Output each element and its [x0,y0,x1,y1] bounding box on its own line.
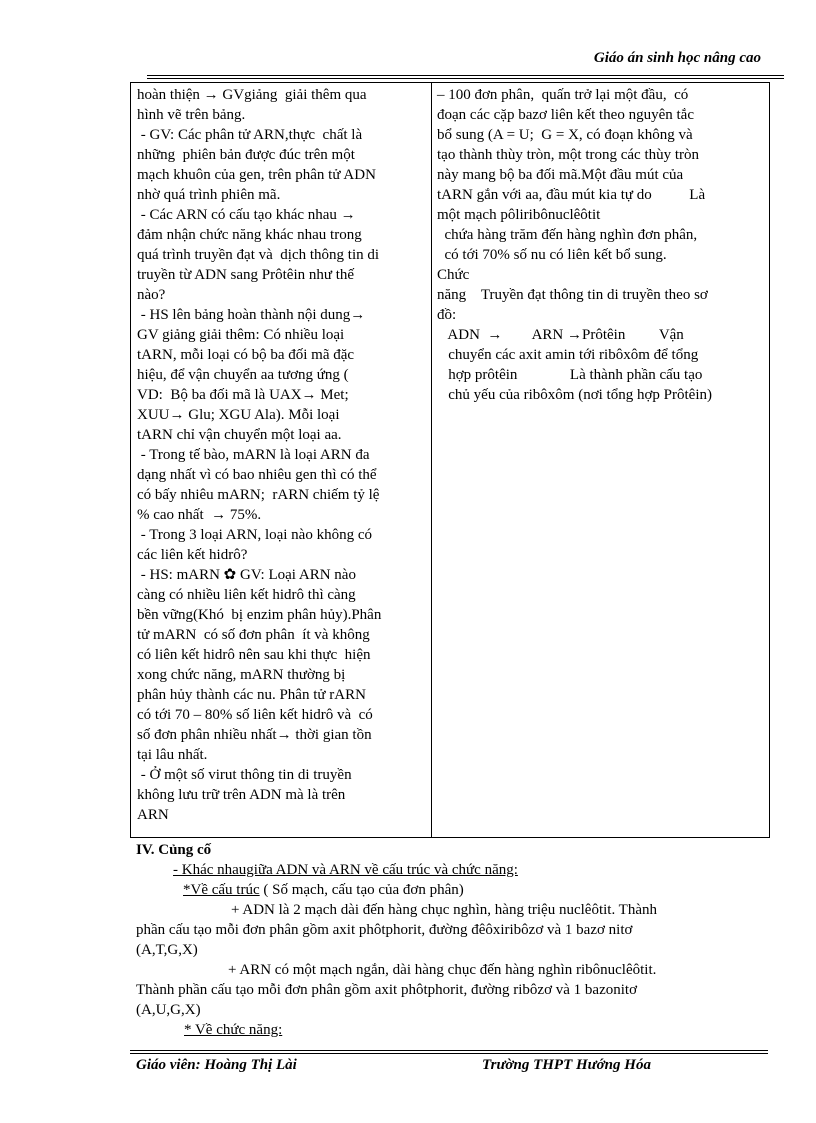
left-column-line: nhờ quá trình phiên mã. [137,187,281,203]
right-column-line: đoạn các cặp bazơ liên kết theo nguyên tắc [437,107,694,123]
left-column-line: ARN [137,807,169,823]
left-column-line: XUU→ Glu; XGU Ala). Mỗi loại [137,407,340,423]
right-column-line: chứa hàng trăm đến hàng nghìn đơn phân, [437,227,698,243]
right-column-line: bổ sung (A = U; G = X, có đoạn không và [437,127,693,143]
left-column-line: - HS lên bảng hoàn thành nội dung→ [137,307,366,323]
left-column-line: truyền từ ADN sang Prôtêin như thế [137,267,355,283]
left-column-line: hoàn thiện → GVgiảng giải thêm qua [137,87,367,103]
right-column-line: một mạch pôliribônuclêôtit [437,207,601,223]
left-column-line: các liên kết hidrô? [137,547,248,563]
header-rule-top [147,75,784,76]
left-column-line: tARN, mỗi loại có bộ ba đối mã đặc [137,347,355,363]
right-column-line: này mang bộ ba đối mã.Một đầu mút của [437,167,684,183]
footer-school: Trường THPT Hướng Hóa [482,1057,651,1073]
left-column-line: có bấy nhiêu mARN; rARN chiếm tỷ lệ [137,487,380,503]
left-column-line: đảm nhận chức năng khác nhau trong [137,227,362,243]
right-column-line: hợp prôtêin Là thành phần cấu tạo [437,367,703,383]
left-column-line: - Các ARN có cấu tạo khác nhau → [137,207,356,223]
left-column-line: - HS: mARN ✿ GV: Loại ARN nào [137,567,356,583]
left-column-line: không lưu trữ trên ADN mà là trên [137,787,346,803]
left-column-line: bền vững(Khó bị enzim phân hủy).Phân [137,607,382,623]
left-column-line: dạng nhất vì có bao nhiêu gen thì có thể [137,467,377,483]
right-column-line: chuyển các axit amin tới ribôxôm để tổng [437,347,699,363]
footer-rule-bottom [130,1053,768,1054]
section-heading: IV. Củng cố [136,842,212,858]
left-column-line: VD: Bộ ba đối mã là UAX→ Met; [137,387,349,403]
content-column [437,85,767,405]
left-column-line: nào? [137,287,166,303]
header-title: Giáo án sinh học nâng cao [593,50,761,66]
left-column-line: tARN chỉ vận chuyển một loại aa. [137,427,342,443]
lesson-table [130,82,770,838]
left-column-line: tại lâu nhất. [137,747,208,763]
left-column-line: có tới 70 – 80% số liên kết hidrô và có [137,707,373,723]
arn-line-3: (A,U,G,X) [136,1002,201,1018]
compare-heading: - Khác nhaugiữa ADN và ARN về cấu trúc và chức năng: [173,862,518,878]
left-column-line: - Trong tế bào, mARN là loại ARN đa [137,447,370,463]
structure-label: *Về cấu trúc [183,882,260,898]
left-column-line: - Ở một số virut thông tin di truyền [137,767,352,783]
footer-rule-top [130,1050,768,1051]
right-column-line: có tới 70% số nu có liên kết bổ sung. [437,247,667,263]
right-column-line: Chức [437,267,470,283]
header-rule-bottom [147,78,784,79]
adn-line-2: phần cấu tạo mỗi đơn phân gồm axit phôtphorit, đường đêôxiribôzơ và 1 bazơ nitơ [136,922,633,938]
function-label: * Về chức năng: [184,1022,283,1038]
teacher-activity-column [137,85,425,825]
summary-section [136,840,776,1040]
right-column-line: tạo thành thùy tròn, một trong các thùy tròn [437,147,700,163]
left-column-line: số đơn phân nhiều nhất→ thời gian tồn [137,727,372,743]
left-column-line: những phiên bản được đúc trên một [137,147,355,163]
left-column-line: % cao nhất → 75%. [137,507,262,523]
right-column-line: chủ yếu của ribôxôm (nơi tổng hợp Prôtêin) [437,387,712,403]
footer-teacher: Giáo viên: Hoàng Thị Lài [136,1057,297,1073]
left-column-line: hiệu, để vận chuyển aa tương ứng ( [137,367,349,383]
adn-line-3: (A,T,G,X) [136,942,198,958]
adn-line-1: + ADN là 2 mạch dài đến hàng chục nghìn, hàng triệu nuclêôtit. Thành [231,902,657,918]
left-column-line: - GV: Các phân tử ARN,thực chất là [137,127,363,143]
left-column-line: có liên kết hidrô nên sau khi thực hiện [137,647,371,663]
left-column-line: - Trong 3 loại ARN, loại nào không có [137,527,372,543]
left-column-line: quá trình truyền đạt và dịch thông tin di [137,247,380,263]
right-column-line: ADN → ARN →Prôtêin Vận [437,327,684,343]
right-column-line: đồ: [437,307,457,323]
right-column-line: tARN gắn với aa, đầu mút kia tự do Là [437,187,706,203]
structure-note: ( Số mạch, cấu tạo của đơn phân) [259,882,464,898]
left-column-line: hình vẽ trên bảng. [137,107,246,123]
right-column-line: – 100 đơn phân, quấn trở lại một đầu, có [437,87,689,103]
right-column-line: năng Truyền đạt thông tin di truyền theo sơ [437,287,708,303]
column-divider [431,83,432,837]
left-column-line: GV giảng giải thêm: Có nhiều loại [137,327,345,343]
left-column-line: càng có nhiều liên kết hidrô thì càng [137,587,356,603]
left-column-line: phân hủy thành các nu. Phân tử rARN [137,687,366,703]
arn-line-2: Thành phần cấu tạo mỗi đơn phân gồm axit phôtphorit, đường ribôzơ và 1 bazonitơ [136,982,638,998]
left-column-line: mạch khuôn của gen, trên phân tử ADN [137,167,376,183]
left-column-line: tử mARN có số đơn phân ít và không [137,627,370,643]
left-column-line: xong chức năng, mARN thường bị [137,667,346,683]
arn-line-1: + ARN có một mạch ngắn, dài hàng chục đến hàng nghìn ribônuclêôtit. [228,962,657,978]
